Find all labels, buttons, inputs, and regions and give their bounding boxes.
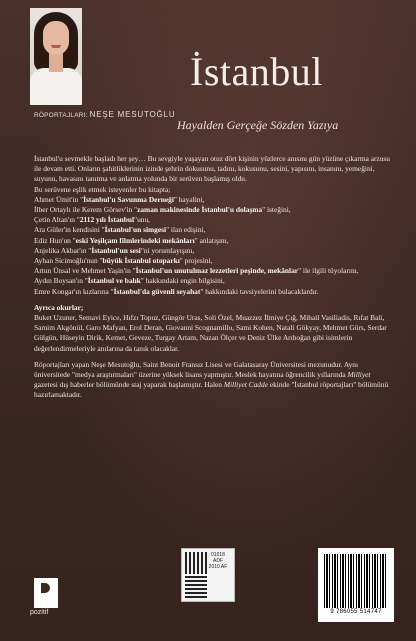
list-item: İlber Ortaylı ile Kerem Görsev'in "zaman makinesinde İstanbul'u dolaşma" isteğini,	[34, 205, 291, 215]
interviewer-label: RÖPORTAJLARI:	[34, 112, 88, 119]
publisher-logo	[30, 578, 62, 616]
barcode	[318, 548, 394, 622]
also-heading: Ayrıca okurlar;	[34, 302, 84, 312]
also-paragraph: Buket Uzuner, Semavi Eyice, Hıfzı Topuz, Güngör Uras, Soli Özel, Muazzez İlmiye Çığ, Mihail Vasiliadis, Rıfat Bali, Samim Akgönül, Garo Mafyan, Erol Deran, Giovanni Scognamillo, Sami Kohen, Natali Gökyay, Mehmet Gürs, Serdar Gülgün, Hüseyin Dirik, Kemet, Geveze, Turgay Artam, Nazan Ölçer ve Deniz Ülke Arıboğan gibi isimlerin değerlendirmeleriyle anılarına da tanık olacaklar.	[34, 313, 387, 353]
list-item: Anjelika Akbar'ın "İstanbul'un sesi"ni yorumlayışını,	[34, 245, 195, 255]
list-item: Çetin Altan'ın "2112 yılı İstanbul"unu,	[34, 215, 150, 225]
publisher-mark-icon	[34, 578, 58, 608]
bio-paragraph: Röportajları yapan Neşe Mesutoğlu, Saint Benoit Fransız Lisesi ve Galatasaray Üniversitesi mezunudur. Aynı üniversitede "medya araştırmaları" üzerine yüksek lisans yapmıştır. Meslek hayatına öğrencilik yıllarında Milliyet gazetesi dış haberler bölümünde staj yaparak başlamıştır. Halen Milliyet Cadde ekinde "İstanbul röportajları" bölümünü hazırlamaktadır.	[34, 359, 389, 400]
list-item: Ediz Hun'un "eski Yeşilçam filmlerindeki mekânları" anlatışını,	[34, 235, 229, 245]
list-item: Ahmet Ümit'in "İstanbul'u Savunma Derneği" hayalini,	[34, 194, 205, 204]
interviewer-name: NEŞE MESUTOĞLU	[89, 110, 176, 119]
list-item: Ayhan Sicimoğlu'nun "büyük İstanbul otoparkı" projesini,	[34, 256, 213, 266]
list-item: Artun Ünsal ve Mehmet Yaşin'in "İstanbul'un unutulmaz lezzetleri peşinde, mekânlar" ile ilgili tüyolarını,	[34, 266, 359, 276]
barcode-bars	[324, 554, 388, 608]
qr-caption: 01018 ADF 2010 AF	[208, 552, 228, 570]
author-photo	[30, 8, 82, 105]
intro-paragraph: İstanbul'u sevmekle başladı her şey… Bu sevgiyle yaşayan otuz dört kişinin yüzlerce anısını gün yüzüne çıkarma arzusu ile devam etti. Onların şahitliklerinin izinde şehrin dokusunu, tadını, kokusunu, sesini, yapısını, insanını, yemeğini, suyunu, havasını tanıtma ve anlatma yolunda bir serüven başlamış oldu.	[34, 154, 390, 184]
book-subtitle: Hayalden Gerçeğe Sözden Yazıya	[177, 118, 339, 132]
publisher-name: pozitif	[30, 609, 49, 616]
list-intro: Bu serüvene eşlik etmek isteyenler bu kitapta;	[34, 184, 171, 194]
list-item: Aydın Boysan'ın "İstanbul ve balık" hakkındaki engin bilgisini,	[34, 276, 225, 286]
list-item: Ara Güler'in kendisini "İstanbul'un simgesi" ilan edişini,	[34, 225, 206, 235]
interviewer-credit	[34, 110, 175, 119]
blurb-text	[34, 154, 392, 401]
isbn-number: 9 786055 514747	[330, 609, 382, 615]
book-title: İstanbul	[190, 49, 323, 94]
list-item: Emre Kongar'ın kızlarına "İstanbul'da güvenli seyahat" hakkındaki tavsiyelerini bulacaklardır.	[34, 286, 319, 296]
